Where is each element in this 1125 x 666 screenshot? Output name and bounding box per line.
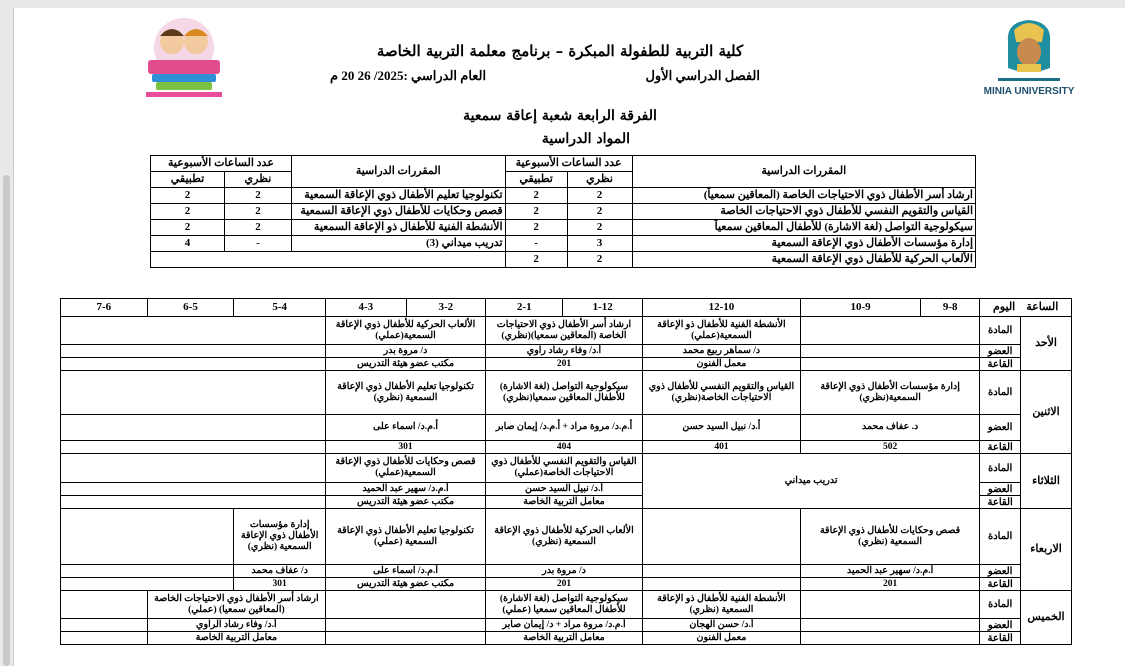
time-slot: 10-9 xyxy=(800,299,920,317)
room-cell: مكتب عضو هيئة التدريس xyxy=(326,496,486,509)
empty-cell xyxy=(800,591,979,619)
empty-cell xyxy=(800,632,979,645)
room-label: القاعة xyxy=(980,441,1021,454)
table-row xyxy=(151,220,976,236)
practical-hours: 2 xyxy=(151,220,225,236)
courses-table xyxy=(150,155,976,268)
empty-cell xyxy=(61,371,326,415)
instructor-cell: د. عفاف محمد xyxy=(800,415,979,441)
empty-cell xyxy=(642,578,800,591)
room-cell: 401 xyxy=(642,441,800,454)
corner-cell xyxy=(980,299,1072,317)
instructor-cell: د/ عفاف محمد xyxy=(234,565,326,578)
room-cell: مكتب عضو هيئة التدريس xyxy=(326,358,486,371)
empty-cell xyxy=(61,509,234,565)
table-row xyxy=(151,188,976,204)
course-cell: تكنولوجيا تعليم الأطفال ذوي الإعاقة السمعية (نظري) xyxy=(326,371,486,415)
hours-header: عدد الساعات الأسبوعية xyxy=(505,156,632,172)
course-cell: إدارة مؤسسات الأطفال ذوي الإعاقة السمعية(نظري) xyxy=(800,371,979,415)
empty-cell xyxy=(800,358,979,371)
faculty-logo xyxy=(136,12,232,102)
empty-cell xyxy=(61,483,326,496)
course-cell: الألعاب الحركية للأطفال ذوي الإعاقة السمعية(عملي) xyxy=(326,317,486,345)
course-cell: قصص وحكايات للأطفال ذوي الإعاقة السمعية(عملي) xyxy=(326,454,486,483)
room-cell: معامل التربية الخاصة xyxy=(486,632,643,645)
course-name: قصص وحكايات للأطفال ذوي الإعاقة السمعية xyxy=(291,204,505,220)
member-label: العضو xyxy=(980,619,1021,632)
member-label: العضو xyxy=(980,565,1021,578)
empty-cell xyxy=(61,619,148,632)
course-cell: قصص وحكايات للأطفال ذوي الإعاقة السمعية (نظري) xyxy=(800,509,979,565)
instructor-cell: د/ مروة بدر xyxy=(326,345,486,358)
weekly-schedule-table xyxy=(60,298,1072,645)
practical-hours: 2 xyxy=(505,188,567,204)
theory-hours: 2 xyxy=(567,188,632,204)
room-label: القاعة xyxy=(980,496,1021,509)
course-cell: القياس والتقويم النفسي للأطفال ذوي الاحتياجات الخاصة(عملي) xyxy=(486,454,643,483)
empty-cell xyxy=(61,565,234,578)
theory-hours: 2 xyxy=(224,204,291,220)
theory-hours: 2 xyxy=(224,220,291,236)
empty-cell xyxy=(61,345,326,358)
room-cell: معامل التربية الخاصة xyxy=(486,496,643,509)
courses-header: المقررات الدراسية xyxy=(291,156,505,188)
table-row xyxy=(151,252,976,268)
room-cell: 201 xyxy=(486,578,643,591)
course-cell: سيكولوجية التواصل (لغة الاشارة) للأطفال المعاقين سمعيا(نظري) xyxy=(486,371,643,415)
instructor-cell: أ.د/ نبيل السيد حسن xyxy=(486,483,643,496)
time-slot: 6-5 xyxy=(147,299,234,317)
room-label: القاعة xyxy=(980,578,1021,591)
course-name: الأنشطة الفنية للأطفال ذو الإعاقة السمعية xyxy=(291,220,505,236)
instructor-cell: د/ مروة بدر xyxy=(486,565,643,578)
practical-hours: 4 xyxy=(151,236,225,252)
university-name: MINIA UNIVERSITY xyxy=(983,86,1075,97)
instructor-cell: د/ سماهر ربيع محمد xyxy=(642,345,800,358)
empty-cell xyxy=(800,345,979,358)
course-cell: ارشاد أسر الأطفال ذوي الاحتياجات الخاصة (المعاقين سمعيا) (عملي) xyxy=(147,591,325,619)
practical-hours: 2 xyxy=(505,220,567,236)
empty-cell xyxy=(61,578,234,591)
instructor-cell: أ.م.د/ سهير عبد الحميد xyxy=(326,483,486,496)
day-name: الثلاثاء xyxy=(1021,454,1072,509)
level-title: الفرقة الرابعة شعبة إعاقة سمعية xyxy=(463,108,657,124)
day-name: الخميس xyxy=(1021,591,1072,645)
instructor-cell: أ.م.د/ اسماء على xyxy=(326,565,486,578)
room-cell: معامل التربية الخاصة xyxy=(147,632,325,645)
room-cell: معمل الفنون xyxy=(642,632,800,645)
subject-label: المادة xyxy=(980,454,1021,483)
course-cell: تكنولوجيا تعليم الأطفال ذوي الإعاقة السمعية (عملي) xyxy=(326,509,486,565)
hours-header: عدد الساعات الأسبوعية xyxy=(151,156,292,172)
course-name: تكنولوجيا تعليم الأطفال ذوي الإعاقة السمعية xyxy=(291,188,505,204)
instructor-cell: أ.د/ وفاء رشاد راوي xyxy=(486,345,643,358)
subject-label: المادة xyxy=(980,591,1021,619)
empty-cell xyxy=(642,509,800,565)
theory-hours: 3 xyxy=(567,236,632,252)
practical-header: تطبيقي xyxy=(151,172,225,188)
time-slot: 1-12 xyxy=(563,299,642,317)
empty-cell xyxy=(800,619,979,632)
course-cell: القياس والتقويم النفسي للأطفال ذوي الاحتياجات الخاصة(نظري) xyxy=(642,371,800,415)
university-logo xyxy=(980,12,1078,102)
course-cell: سيكولوجية التواصل (لغة الاشارة) للأطفال المعاقين سمعيا (عملي) xyxy=(486,591,643,619)
time-label: الساعة xyxy=(1026,301,1059,313)
subjects-title: المواد الدراسية xyxy=(541,131,630,147)
member-label: العضو xyxy=(980,415,1021,441)
course-name: تدريب ميداني (3) xyxy=(291,236,505,252)
empty-cell xyxy=(61,454,326,483)
instructor-cell: أ.د/ نبيل السيد حسن xyxy=(642,415,800,441)
time-slot: 5-4 xyxy=(234,299,326,317)
theory-hours: 2 xyxy=(567,204,632,220)
room-cell: مكتب عضو هيئة التدريس xyxy=(326,578,486,591)
empty-cell xyxy=(151,252,506,268)
subject-label: المادة xyxy=(980,317,1021,345)
empty-cell xyxy=(61,496,326,509)
empty-cell xyxy=(326,591,486,619)
day-name: الاربعاء xyxy=(1021,509,1072,591)
course-cell: تدريب ميداني xyxy=(642,454,979,509)
practical-hours: 2 xyxy=(505,204,567,220)
time-slot: 3-2 xyxy=(406,299,485,317)
course-name: سيكولوجية التواصل (لغة الاشارة) للأطفال المعاقين سمعياً xyxy=(632,220,976,236)
course-cell: الألعاب الحركية للأطفال ذوي الإعاقة السمعية (نظري) xyxy=(486,509,643,565)
instructor-cell: أ.م.د/ اسماء على xyxy=(326,415,486,441)
semester-label: الفصل الدراسي الأول xyxy=(645,68,760,83)
scrollbar[interactable] xyxy=(3,175,10,666)
room-cell: 404 xyxy=(486,441,643,454)
empty-cell xyxy=(61,441,326,454)
theory-hours: 2 xyxy=(567,220,632,236)
empty-cell xyxy=(61,415,326,441)
room-label: القاعة xyxy=(980,358,1021,371)
table-row xyxy=(151,236,976,252)
course-cell: إدارة مؤسسات الأطفال ذوي الإعاقة السمعية (نظري) xyxy=(234,509,326,565)
term-line xyxy=(330,68,760,84)
empty-cell xyxy=(800,317,979,345)
time-slot: 9-8 xyxy=(921,299,980,317)
academic-year: العام الدراسي :2025/ 26 20 م xyxy=(330,68,487,83)
time-slot: 12-10 xyxy=(642,299,800,317)
time-slot: 2-1 xyxy=(486,299,563,317)
practical-header: تطبيقي xyxy=(505,172,567,188)
theory-header: نظري xyxy=(224,172,291,188)
room-cell: 301 xyxy=(234,578,326,591)
table-row xyxy=(151,204,976,220)
day-name: الاثنين xyxy=(1021,371,1072,454)
instructor-cell: أ.م.د/ مروة مراد + د/ إيمان صابر xyxy=(486,619,643,632)
course-cell: ارشاد أسر الأطفال ذوي الاحتياجات الخاصة (المعاقين سمعيا)(نظري) xyxy=(486,317,643,345)
faculty-title: كلية التربية للطفولة المبكرة – برنامج معلمة التربية الخاصة xyxy=(376,42,744,60)
empty-cell xyxy=(642,565,800,578)
member-label: العضو xyxy=(980,483,1021,496)
instructor-cell: أ.م.د/ مروة مراد + أ.م.د/ إيمان صابر xyxy=(486,415,643,441)
room-cell: 201 xyxy=(800,578,979,591)
day-label: اليوم xyxy=(993,301,1016,313)
day-name: الأحد xyxy=(1021,317,1072,371)
practical-hours: - xyxy=(505,236,567,252)
courses-header: المقررات الدراسية xyxy=(632,156,976,188)
course-name: الألعاب الحركية للأطفال ذوي الإعاقة السمعية xyxy=(632,252,976,268)
practical-hours: 2 xyxy=(505,252,567,268)
course-cell: الأنشطة الفنية للأطفال ذو الإعاقة السمعية(عملي) xyxy=(642,317,800,345)
instructor-cell: أ.م.د/ سهير عبد الحميد xyxy=(800,565,979,578)
room-label: القاعة xyxy=(980,632,1021,645)
member-label: العضو xyxy=(980,345,1021,358)
room-cell: معمل الفنون xyxy=(642,358,800,371)
subject-label: المادة xyxy=(980,509,1021,565)
theory-header: نظري xyxy=(567,172,632,188)
room-cell: 301 xyxy=(326,441,486,454)
course-name: القياس والتقويم النفسي للأطفال ذوي الاحتياجات الخاصة xyxy=(632,204,976,220)
instructor-cell: أ.د/ وفاء رشاد الراوي xyxy=(147,619,325,632)
theory-hours: 2 xyxy=(224,188,291,204)
course-name: إدارة مؤسسات الأطفال ذوي الإعاقة السمعية xyxy=(632,236,976,252)
empty-cell xyxy=(61,358,326,371)
empty-cell xyxy=(61,591,148,619)
practical-hours: 2 xyxy=(151,204,225,220)
practical-hours: 2 xyxy=(151,188,225,204)
empty-cell xyxy=(326,619,486,632)
theory-hours: - xyxy=(224,236,291,252)
instructor-cell: أ.د/ حسن الهجان xyxy=(642,619,800,632)
course-name: ارشاد أسر الأطفال ذوي الاحتياجات الخاصة (المعاقين سمعياً) xyxy=(632,188,976,204)
course-cell: الأنشطة الفنية للأطفال ذو الإعاقة السمعية (نظري) xyxy=(642,591,800,619)
time-slot: 4-3 xyxy=(326,299,407,317)
empty-cell xyxy=(326,632,486,645)
empty-cell xyxy=(61,632,148,645)
room-cell: 502 xyxy=(800,441,979,454)
empty-cell xyxy=(61,317,326,345)
time-slot: 7-6 xyxy=(61,299,148,317)
subject-label: المادة xyxy=(980,371,1021,415)
room-cell: 201 xyxy=(486,358,643,371)
theory-hours: 2 xyxy=(567,252,632,268)
